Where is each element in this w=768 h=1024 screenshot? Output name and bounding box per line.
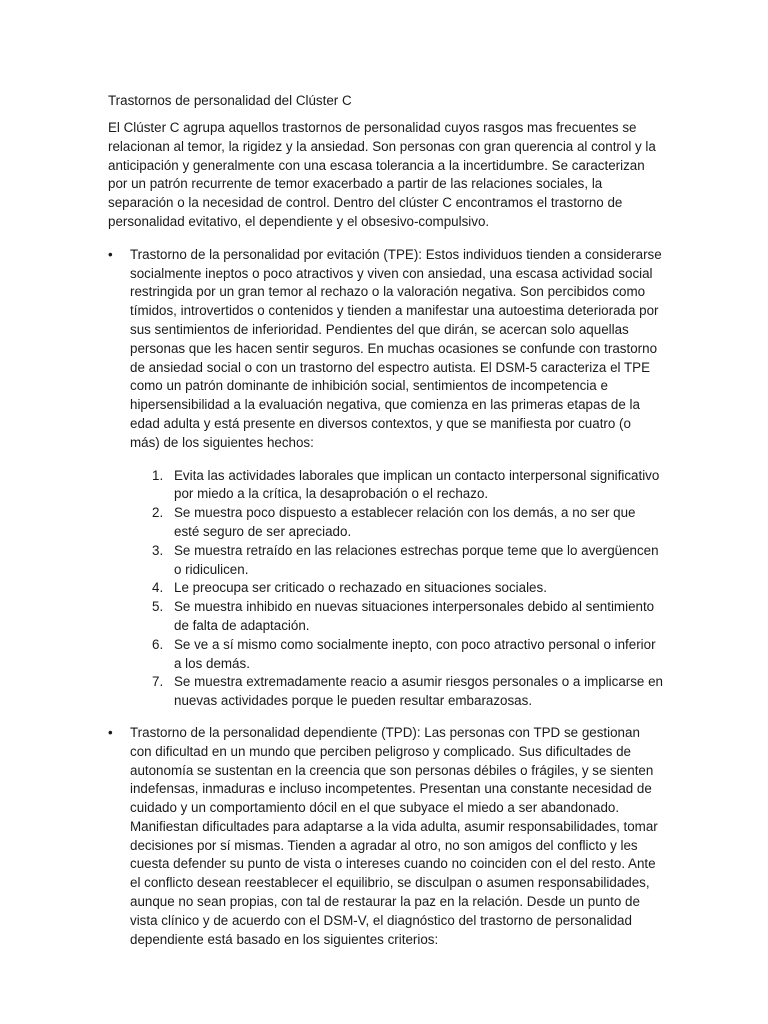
bullet-icon: • xyxy=(108,246,113,262)
criteria-number: 1. xyxy=(152,467,164,483)
criteria-item xyxy=(152,504,664,542)
list-item-tpe xyxy=(108,246,664,711)
criteria-text: Le preocupa ser criticado o rechazado en situaciones sociales. xyxy=(174,580,547,596)
criteria-text: Se muestra inhibido en nuevas situaciones interpersonales debido al sentimiento de falta de adaptación. xyxy=(174,599,655,633)
criteria-text: Se muestra retraído en las relaciones estrechas porque teme que lo avergüencen o ridiculicen. xyxy=(174,542,659,577)
criteria-item xyxy=(152,579,664,598)
tpe-description: Trastorno de la personalidad por evitación (TPE): Estos individuos tienden a considerarse socialmente ineptos o poco atractivos y viven con ansiedad, una escasa actividad social restringida por un gran temor al rechazo o la valoración negativa. Son percibidos como tímidos, introvertidos o contenidos y tienden a manifestar una autoestima deteriorada por sus sentimientos de inferioridad. Pendientes del que dirán, se acercan solo aquellas personas que les hacen sentir seguros. En muchas ocasiones se confunde con trastorno de ansiedad social o con un trastorno del espectro autista. El DSM-5 caracteriza el TPE como un patrón dominante de inhibición social, sentimientos de incompetencia e hipersensibilidad a la evaluación negativa, que comienza en las primeras etapas de la edad adulta y está presente en diversos contextos, y que se manifiesta por cuatro (o más) de los siguientes hechos: xyxy=(130,246,662,450)
criteria-text: Se muestra poco dispuesto a establecer relación con los demás, a no ser que esté seguro de ser apreciado. xyxy=(174,505,636,539)
criteria-number: 3. xyxy=(152,542,164,558)
criteria-item xyxy=(152,673,664,711)
tpe-criteria-list xyxy=(130,467,664,711)
document-title: Trastornos de personalidad del Clúster C xyxy=(108,93,352,108)
criteria-text: Se muestra extremadamente reacio a asumir riesgos personales o a implicarse en nuevas actividades porque le pueden resultar embarazosas. xyxy=(174,674,663,709)
list-item-tpd xyxy=(108,724,664,950)
criteria-text: Se ve a sí mismo como socialmente inepto, con poco atractivo personal o inferior a los demás. xyxy=(174,636,656,671)
criteria-item xyxy=(152,467,664,505)
criteria-number: 2. xyxy=(152,505,164,521)
intro-paragraph: El Clúster C agrupa aquellos trastornos de personalidad cuyos rasgos mas frecuentes se relacionan al temor, la rigidez y la ansiedad. Son personas con gran querencia al control y la anticipación y generalmente con una escasa tolerancia a la incertidumbre. Se caracterizan por un patrón recurrente de temor exacerbado a partir de las relaciones sociales, la separación o la necesidad de control. Dentro del clúster C encontramos el trastorno de personalidad evitativo, el dependiente y el obsesivo-compulsivo. xyxy=(108,120,656,229)
criteria-item xyxy=(152,598,664,636)
criteria-number: 4. xyxy=(152,580,164,596)
criteria-number: 5. xyxy=(152,599,164,615)
tpd-description: Trastorno de la personalidad dependiente (TPD): Las personas con TPD se gestionan con dificultad en un mundo que perciben peligroso y complicado. Sus dificultades de autonomía se sustentan en la creencia que son personas débiles o frágiles, y se sienten indefensas, inmaduras e incluso incompetentes. Presentan una constante necesidad de cuidado y un comportamiento dócil en el que subyace el miedo a ser abandonado. Manifiestan dificultades para adaptarse a la vida adulta, asumir responsabilidades, tomar decisiones por sí mismas. Tienden a agradar al otro, no son amigos del conflicto y les cuesta defender su punto de vista o intereses cuando no coinciden con el del resto. Ante el conflicto desean reestablecer el equilibrio, se disculpan o asumen responsabilidades, aunque no sean propias, con tal de restaurar la paz en la relación. Desde un punto de vista clínico y de acuerdo con el DSM-V, el diagnóstico del trastorno de personalidad dependiente está basado en los siguientes criterios: xyxy=(130,724,658,947)
criteria-item xyxy=(152,636,664,674)
criteria-number: 6. xyxy=(152,636,164,652)
criteria-item xyxy=(152,542,664,580)
bullet-icon: • xyxy=(108,724,113,740)
criteria-number: 7. xyxy=(152,674,164,690)
criteria-text: Evita las actividades laborales que implican un contacto interpersonal significativo por miedo a la crítica, la desaprobación o el rechazo. xyxy=(174,467,660,502)
disorder-list xyxy=(108,246,664,950)
